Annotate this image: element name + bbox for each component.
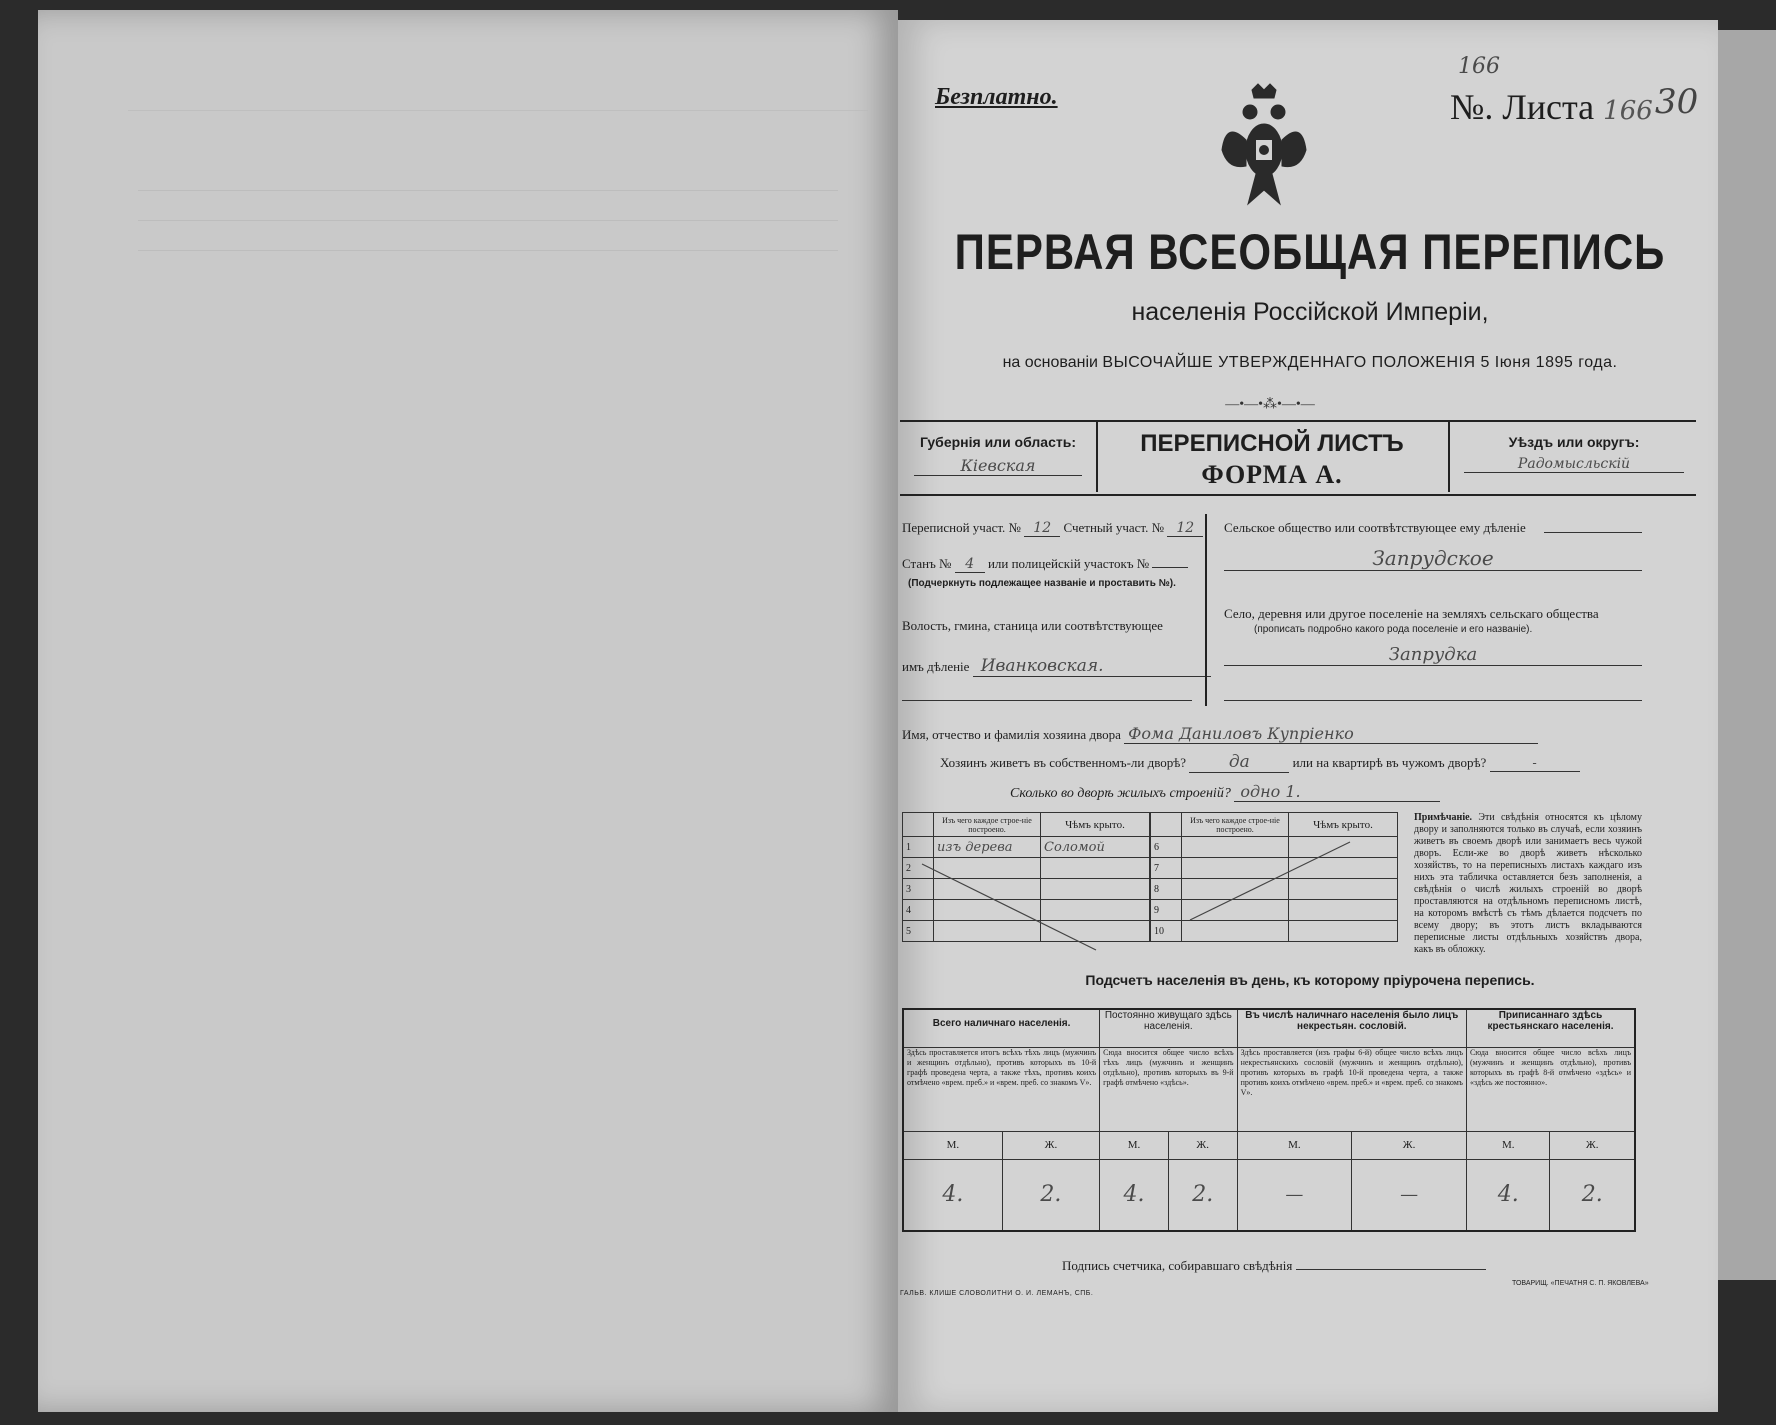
free-label: Безплатно. [935, 84, 1058, 110]
note-text [1414, 812, 1642, 956]
uezd-cell [1448, 420, 1698, 492]
pencil-number: 166 [1458, 54, 1500, 79]
rent-label: или на квартирѣ въ чужомъ дворѣ? [1292, 755, 1487, 770]
census-district [902, 520, 1203, 537]
row-number: 4 [903, 900, 934, 921]
form-title: ПЕРЕПИСНОЙ ЛИСТЪ [1140, 430, 1404, 457]
police-value-line [1152, 567, 1188, 568]
summary-desc-permanent: Сюда вносится общее число всѣхъ тѣхъ лицъ (мужчинъ и женщинъ отдѣльно), противъ которыхъ въ 9-й графѣ отмѣчено «здѣсь». [1100, 1047, 1237, 1131]
total-male-value: 4. [903, 1159, 1002, 1231]
col-male-label: М. [1466, 1131, 1550, 1159]
row-number: 5 [903, 921, 934, 942]
summary-head-permanent: Постоянно живущаго здѣсь населенія. [1100, 1009, 1237, 1047]
field-divider [1205, 514, 1207, 706]
legal-basis [900, 354, 1720, 372]
count-district-value: 12 [1167, 520, 1203, 537]
volost-field [902, 656, 1211, 677]
owner-name-value: Фома Даниловъ Купріенко [1124, 724, 1538, 744]
col-male-label: М. [1100, 1131, 1169, 1159]
material-cell: изъ дерева [934, 837, 1041, 858]
permanent-female-value: 2. [1168, 1159, 1237, 1231]
stan-value: 4 [955, 556, 985, 573]
owner-name-field [902, 724, 1538, 744]
page-subtitle: населенія Россійской Имперіи, [1131, 298, 1489, 326]
buildings-label: Сколько во дворѣ жилыхъ строеній? [1010, 786, 1231, 801]
summary-head-peasant: Приписаннаго здѣсь крестьянскаго населенія. [1466, 1009, 1635, 1047]
row-number: 2 [903, 858, 934, 879]
signature-field [1062, 1258, 1486, 1274]
imperial-eagle-icon [1218, 80, 1310, 212]
population-summary-table [902, 1008, 1636, 1232]
row-number: 9 [1151, 900, 1182, 921]
summary-head-non-peasant: Въ числѣ наличнаго населенія было лицъ некрестьян. сословій. [1237, 1009, 1466, 1047]
roof-cell: Соломой [1041, 837, 1150, 858]
row-number: 3 [903, 879, 934, 900]
police-label: или полицейскій участокъ № [987, 556, 1150, 571]
basis-prefix: на основаніи [1002, 354, 1098, 371]
roof-header: Чѣмъ крыто. [1041, 813, 1150, 837]
stan-field [902, 556, 1188, 573]
stan-label: Станъ № [902, 556, 952, 571]
row-number: 7 [1151, 858, 1182, 879]
summary-desc-peasant: Сюда вносится общее число всѣхъ лицъ (мужчинъ и женщинъ отдѣльно), противъ которыхъ въ графѣ 8-й отмѣчено «здѣсь» и «здѣсь же постоянно». [1466, 1047, 1635, 1131]
material-header: Изъ чего каждое строе-ніе построено. [1182, 813, 1289, 837]
bleed-line [138, 220, 838, 221]
strike-through-marks [902, 812, 1402, 952]
gubernia-value: Кіевская [914, 456, 1082, 476]
census-district-label: Переписной участ. № [902, 520, 1021, 535]
form-subtitle: ФОРМА А. [1201, 460, 1343, 489]
owner-name-label: Имя, отчество и фамилія хозяина двора [902, 727, 1121, 742]
summary-desc-non-peasant: Здѣсь проставляется (изъ графы 6-й) общее число всѣхъ лицъ некрестьянскихъ сословій (мужчинъ и женщинъ отдѣльно), противъ которыхъ въ графѣ 10-й проведена черта, а также противъ коихъ отмѣчено «врем. преб.» и «врем. преб. со знакомъ V». [1237, 1047, 1466, 1131]
row-number: 6 [1151, 837, 1182, 858]
sheet-label: №. Листа [1450, 87, 1595, 127]
own-label: Хозяинъ живетъ въ собственномъ-ли дворѣ? [940, 755, 1187, 770]
row-number: 1 [903, 837, 934, 858]
volost-label: Волость, гмина, станица или соотвѣтствующее [902, 618, 1163, 633]
gubernia-label: Губернія или область: [919, 434, 1077, 450]
col-female-label: Ж. [1002, 1131, 1099, 1159]
note-body: Эти свѣдѣнія относятся къ цѣлому двору и заполняются только въ случаѣ, если хозяинъ живетъ въ своемъ дворѣ или занимаетъ весь чужой дворъ. Если-же во дворѣ живетъ нѣсколько хозяйствъ, то на переписныхъ листахъ каждаго изъ нихъ эта табличка оставляется безъ заполненія, а свѣдѣнія о числѣ жилыхъ строеній во дворѣ проставляются на отдѣльномъ переписномъ листѣ, на которомъ вмѣстѣ съ тѣмъ дѣлается подсчетъ по всему двору; въ этотъ листъ вкладываются переписные листы отдѣльныхъ хозяйствъ двора, какъ въ обложку. [1414, 812, 1642, 955]
gubernia-cell [900, 420, 1098, 492]
summary-title: Подсчетъ населенія въ день, къ которому пріурочена перепись. [1085, 972, 1535, 988]
bleed-line [138, 190, 838, 191]
corner-number: 30 [1655, 82, 1699, 122]
underline [1544, 532, 1642, 533]
row-number: 8 [1151, 879, 1182, 900]
uezd-label: Уѣздъ или округъ: [1508, 434, 1640, 450]
buildings-value: одно 1. [1234, 782, 1440, 802]
page-edges [1718, 30, 1776, 1280]
bleed-line [138, 250, 838, 251]
non-peasant-male-value: — [1237, 1159, 1352, 1231]
peasant-male-value: 4. [1466, 1159, 1550, 1231]
roof-header: Чѣмъ крыто. [1289, 813, 1398, 837]
signature-label: Подпись счетчика, собиравшаго свѣдѣнія [1062, 1258, 1293, 1273]
census-district-value: 12 [1024, 520, 1060, 537]
underline [1224, 700, 1642, 701]
village-label: Село, деревня или другое поселеніе на земляхъ сельскаго общества [1224, 606, 1599, 621]
peasant-female-value: 2. [1550, 1159, 1635, 1231]
bleed-through-table [128, 110, 868, 241]
ornament-divider: —•—•⁂•—•— [1225, 397, 1315, 412]
basis-caps: ВЫСОЧАЙШЕ УТВЕРЖДЕННАГО ПОЛОЖЕНІЯ 5 Іюня 1895 года. [1102, 354, 1618, 371]
left-page [38, 10, 898, 1412]
village-note: (прописать подробно какого рода поселеніе и его названіе). [1254, 624, 1533, 635]
summary-desc-total: Здѣсь проставляется итогъ всѣхъ тѣхъ лицъ (мужчинъ и женщинъ отдѣльно), противъ которыхъ въ 10-й графѣ проведена черта, а также тѣхъ, противъ коихъ отмѣчено «врем. преб.» и «врем. преб. со знакомъ V». [903, 1047, 1100, 1131]
buildings-field [1010, 782, 1440, 802]
page-title: ПЕРВАЯ ВСЕОБЩАЯ ПЕРЕПИСЬ [954, 223, 1666, 280]
note-heading: Примѣчаніе. [1414, 812, 1473, 823]
village-value: Запрудка [1224, 644, 1642, 666]
society-value: Запрудское [1224, 546, 1642, 571]
col-female-label: Ж. [1352, 1131, 1467, 1159]
material-header: Изъ чего каждое строе-ніе построено. [934, 813, 1041, 837]
signature-line [1296, 1269, 1486, 1270]
total-female-value: 2. [1002, 1159, 1099, 1231]
stan-note: (Подчеркнуть подлежащее названіе и проставить №). [908, 578, 1176, 589]
own-value: да [1189, 752, 1289, 773]
underline [902, 700, 1192, 701]
col-male-label: М. [1237, 1131, 1352, 1159]
printer-imprint-right: ТОВАРИЩ. «ПЕЧАТНЯ С. П. ЯКОВЛЕВА» [1512, 1280, 1649, 1287]
col-female-label: Ж. [1168, 1131, 1237, 1159]
row-number: 10 [1151, 921, 1182, 942]
non-peasant-female-value: — [1352, 1159, 1467, 1231]
volost-value: Иванковская. [973, 656, 1211, 677]
col-female-label: Ж. [1550, 1131, 1635, 1159]
printer-imprint-left: ГАЛЬВ. КЛИШЕ СЛОВОЛИТНИ О. И. ЛЕМАНЪ, СПБ. [900, 1290, 1094, 1297]
permanent-male-value: 4. [1100, 1159, 1169, 1231]
col-male-label: М. [903, 1131, 1002, 1159]
owner-residence-field [940, 752, 1580, 773]
society-label: Сельское общество или соотвѣтствующее ему дѣленіе [1224, 520, 1526, 535]
uezd-value: Радомысльскій [1464, 456, 1684, 473]
volost-label-2: имъ дѣленіе [902, 659, 970, 674]
rent-value: - [1490, 756, 1580, 772]
sheet-number-value: 166 [1603, 96, 1653, 126]
sheet-number [1450, 86, 1653, 128]
count-district-label: Счетный участ. № [1063, 520, 1165, 535]
summary-head-total: Всего наличнаго населенія. [903, 1009, 1100, 1047]
